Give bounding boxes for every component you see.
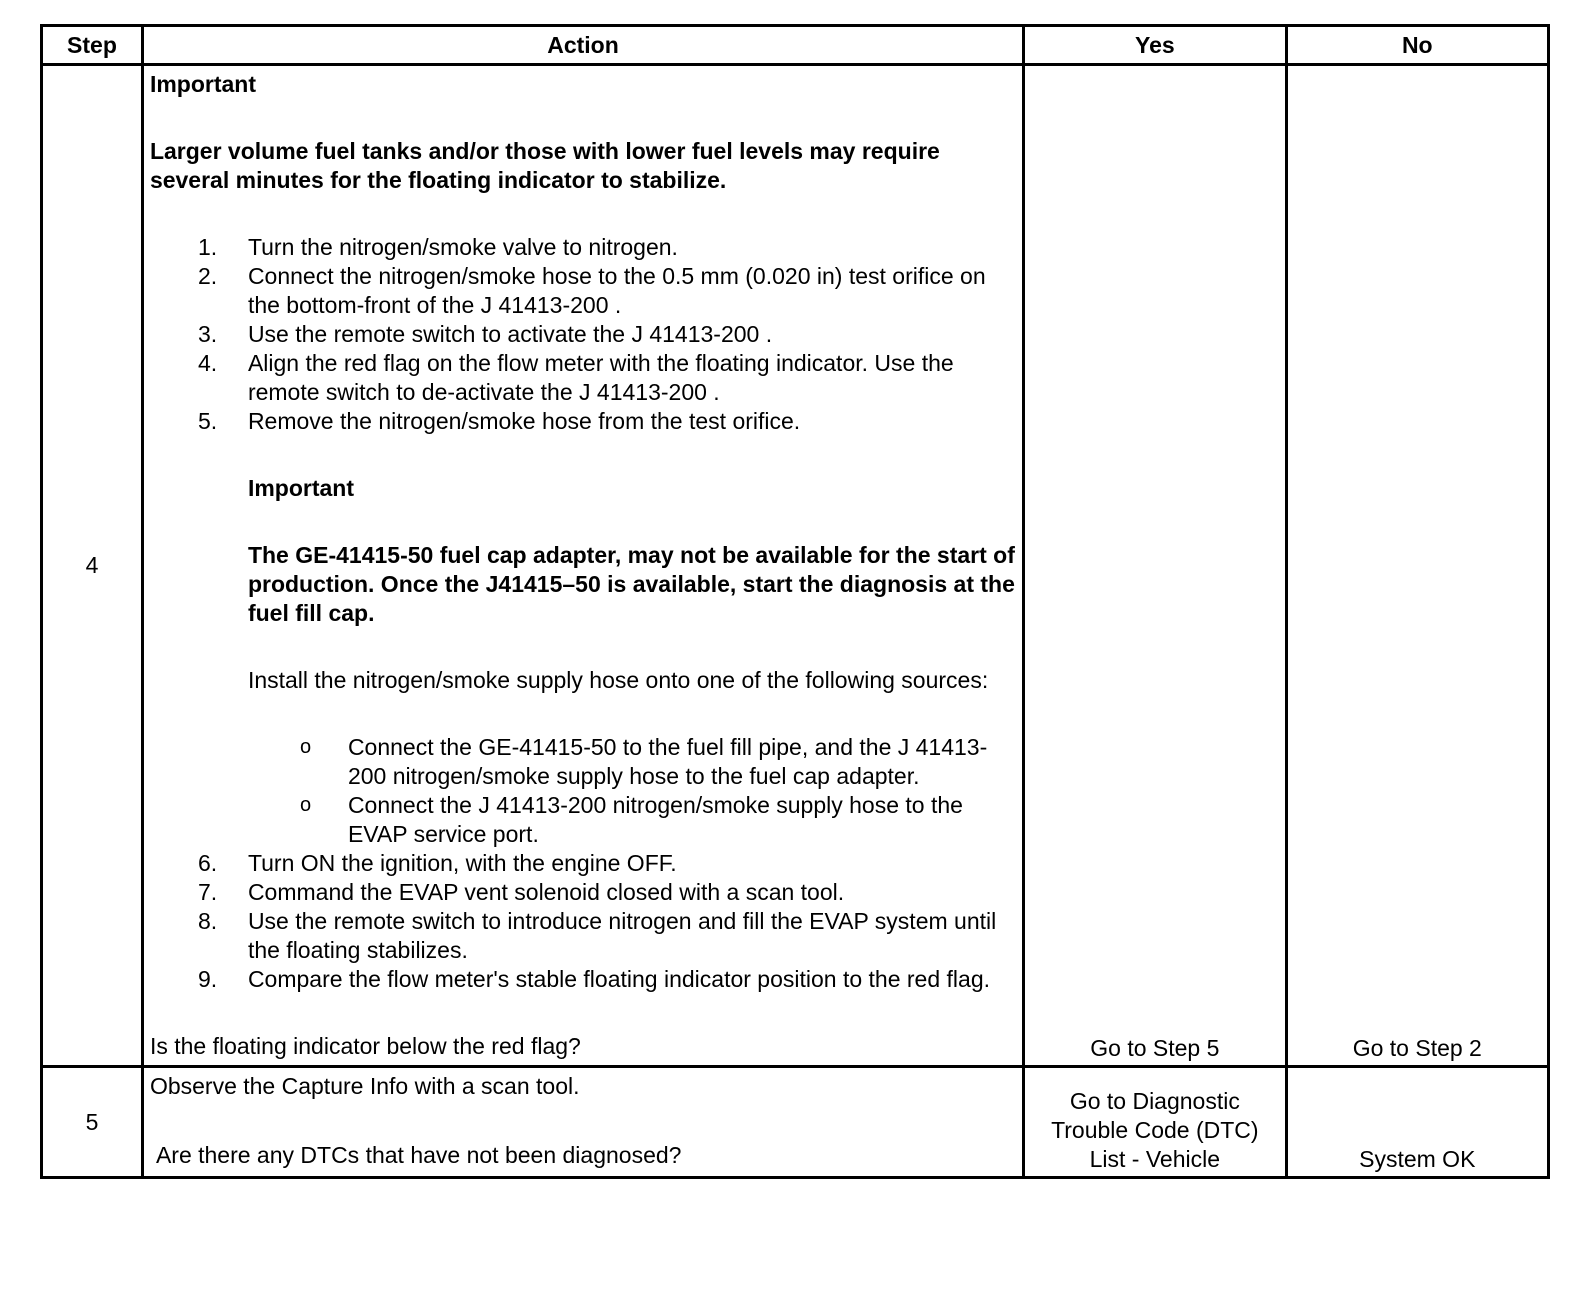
yes-result: Go to Diagnostic Trouble Code (DTC) List - Vehicle [1024, 1067, 1286, 1178]
procedure-list-b [150, 849, 1018, 994]
list-item: 6. Turn ON the ignition, with the engine OFF. [197, 850, 677, 876]
sub-important-note: The GE-41415-50 fuel cap adapter, may not be available for the start of production. Once the J41415–50 is available, start the diagnosis at the fuel fill cap. [247, 542, 1015, 626]
list-item: 2. Connect the nitrogen/smoke hose to the 0.5 mm (0.020 in) test orifice on the bottom-front of the J 41413-200 . [197, 263, 986, 318]
diagnostic-table [40, 24, 1550, 1179]
no-result: Go to Step 2 [1286, 65, 1548, 1067]
list-item: 9. Compare the flow meter's stable floating indicator position to the red flag. [197, 966, 991, 992]
list-item: 7. Command the EVAP vent solenoid closed with a scan tool. [197, 879, 845, 905]
header-step: Step [42, 26, 143, 65]
install-instruction: Install the nitrogen/smoke supply hose onto one of the following sources: [247, 667, 989, 693]
important-label: Important [149, 71, 256, 97]
step-instruction: Observe the Capture Info with a scan tool. [149, 1073, 580, 1099]
list-item: o Connect the J 41413-200 nitrogen/smoke supply hose to the EVAP service port. [299, 792, 963, 847]
action-cell [142, 1067, 1023, 1178]
no-result: System OK [1286, 1067, 1548, 1178]
step-number: 4 [42, 65, 143, 1067]
list-item: 3. Use the remote switch to activate the J 41413-200 . [197, 321, 773, 347]
step-question: Are there any DTCs that have not been diagnosed? [155, 1142, 682, 1168]
action-cell [142, 65, 1023, 1067]
table-row-step-4 [42, 65, 1549, 1067]
header-yes: Yes [1024, 26, 1286, 65]
yes-result: Go to Step 5 [1024, 65, 1286, 1067]
table-row-step-5 [42, 1067, 1549, 1178]
step-question: Is the floating indicator below the red flag? [149, 1033, 581, 1059]
sources-list [150, 733, 1018, 849]
header-action: Action [142, 26, 1023, 65]
step-number: 5 [42, 1067, 143, 1178]
list-item: 1. Turn the nitrogen/smoke valve to nitrogen. [197, 234, 678, 260]
list-item: 4. Align the red flag on the flow meter with the floating indicator. Use the remote switch to de-activate the J 41413-200 . [197, 350, 954, 405]
list-item: 5. Remove the nitrogen/smoke hose from the test orifice. [197, 408, 801, 434]
list-item: o Connect the GE-41415-50 to the fuel fill pipe, and the J 41413-200 nitrogen/smoke supply hose to the fuel cap adapter. [299, 734, 988, 789]
bullet-icon: o [299, 736, 312, 758]
header-no: No [1286, 26, 1548, 65]
important-note: Larger volume fuel tanks and/or those with lower fuel levels may require several minutes for the floating indicator to stabilize. [149, 138, 940, 193]
bullet-icon: o [299, 794, 312, 816]
procedure-list-a [150, 233, 1018, 436]
sub-important-label: Important [247, 475, 354, 501]
list-item: 8. Use the remote switch to introduce nitrogen and fill the EVAP system until the floating stabilizes. [197, 908, 997, 963]
header-row [42, 26, 1549, 65]
